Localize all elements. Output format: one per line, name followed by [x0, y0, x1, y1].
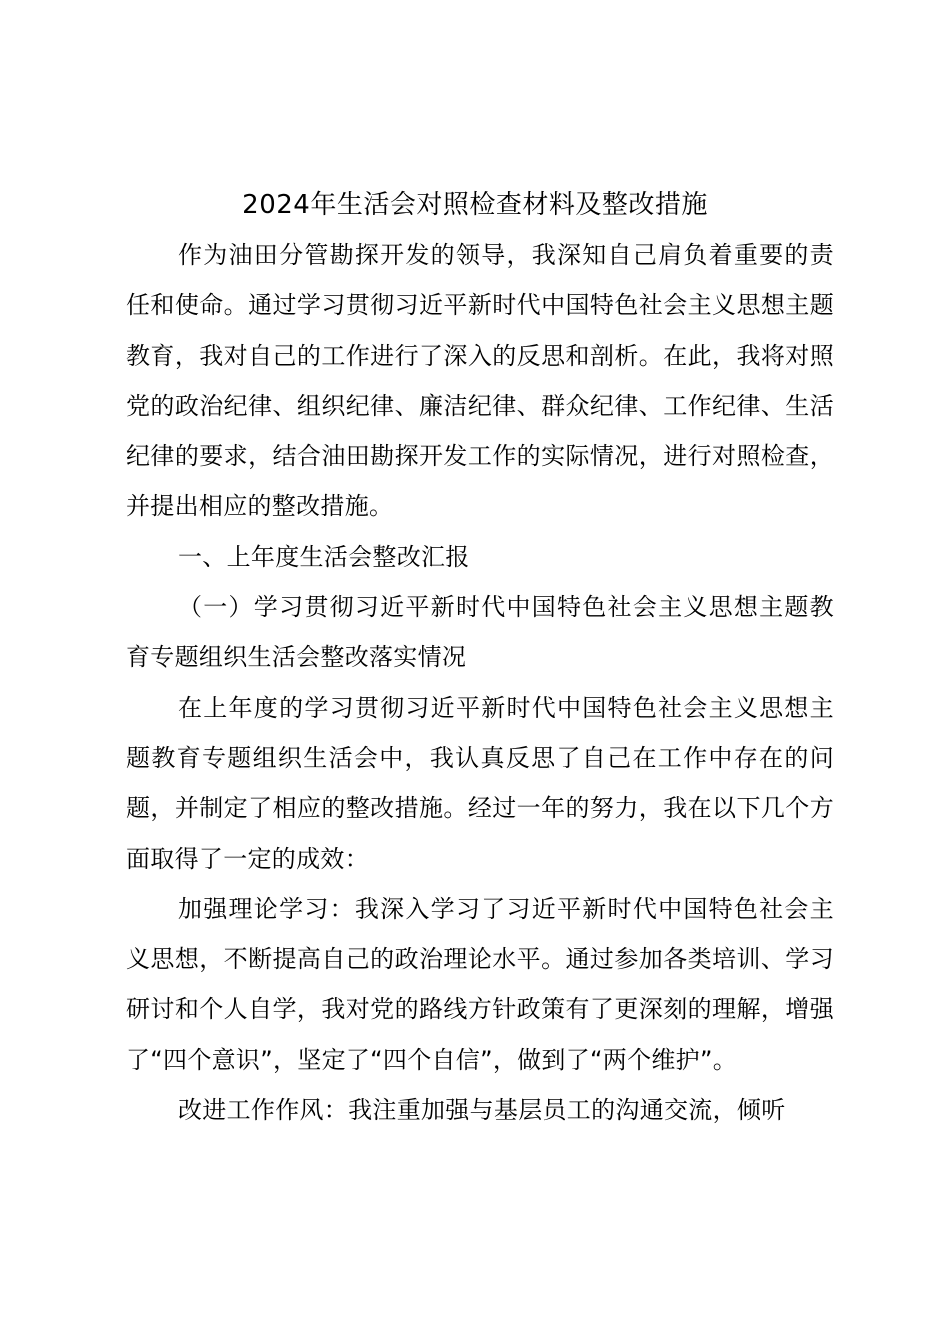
- body-paragraph: 在上年度的学习贯彻习近平新时代中国特色社会主义思想主题教育专题组织生活会中，我认真反思了自己在工作中存在的问题，并制定了相应的整改措施。经过一年的努力，我在以下几个方面取得了一定的成效：: [126, 693, 834, 873]
- document-title: 2024年生活会对照检查材料及整改措施: [242, 190, 708, 220]
- subsection-heading: （一）学习贯彻习近平新时代中国特色社会主义思想主题教育专题组织生活会整改落实情况: [126, 593, 834, 672]
- body-paragraph: 改进工作作风：我注重加强与基层员工的沟通交流，倾听: [178, 1096, 786, 1125]
- body-paragraph: 加强理论学习：我深入学习了习近平新时代中国特色社会主义思想，不断提高自己的政治理论水平。通过参加各类培训、学习研讨和个人自学，我对党的路线方针政策有了更深刻的理解，增强了“四个意识”，坚定了“四个自信”，做到了“两个维护”。: [126, 894, 834, 1074]
- section-heading: 一、上年度生活会整改汇报: [178, 542, 470, 571]
- document-body: [126, 230, 834, 1135]
- intro-paragraph: 作为油田分管勘探开发的领导，我深知自己肩负着重要的责任和使命。通过学习贯彻习近平新时代中国特色社会主义思想主题教育，我对自己的工作进行了深入的反思和剖析。在此，我将对照党的政治纪律、组织纪律、廉洁纪律、群众纪律、工作纪律、生活纪律的要求，结合油田勘探开发工作的实际情况，进行对照检查，并提出相应的整改措施。: [126, 241, 834, 521]
